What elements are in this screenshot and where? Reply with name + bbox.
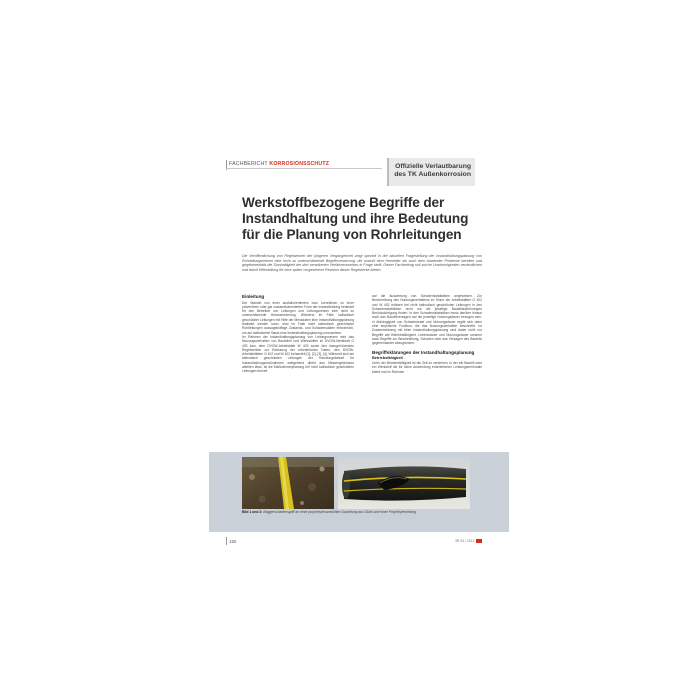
subheading-operability: Betriebsfähigkeit	[372, 356, 403, 361]
paragraph: auf die Auswertung von Schadensstatistiken angewiesen. Zur Beschreibung des Nutzungsverhaltens im Sinne der Arbeitsblätter G 402 und W 402 müssen bei nicht kathodisch geschützten Leitungen in den Schadensstatistiken nicht nur die jeweilige Bauteilausführungen Berücksichtigung finden. In den Schadensstatistiken muss darüber hinaus auch das Bauteilversagen auf die jeweilige Nutzungsdauer bezogen sein. In Abhängigkeit von Schadensrate und Nutzungsdauer ergibt sich dann eine empirische Funktion, die das Nutzungsverhalten beschreibt. Im Zusammenhang mit einer Instandhaltungsplanung sind daher nicht nur Begriffe wie Betriebsfähigkeit, Lebensdauer und Nutzungsdauer sondern auch Begriffe zur Beschreibung, Schaden oder das Versagen des Bauteils gegeneinander abzugrenzen.	[372, 294, 482, 346]
official-announcement-badge	[387, 158, 475, 186]
article-title	[242, 195, 492, 242]
paragraph: Unter der Betriebsfähigkeit ist die Zeit zu verstehen, in der ein Bauteil oder ein Werkstoff die für seine Anwendung erforderlichen Leistungsmerkmale bietet und im Rahmen	[372, 360, 482, 374]
figure-caption	[242, 510, 482, 514]
photo-excavation-trench	[242, 457, 334, 509]
page-number: 150	[229, 539, 237, 544]
caption-text: Baggerschadensgriff an einer polyethylenumhüllten Gasleitung aus Stahl und einer Polyethylenleitung	[263, 510, 417, 514]
paragraph: Im Rahmen der Instandhaltungsplanung von Leitungsnetzen wird das Nutzungsverhalten von Bauteilen und Werkstoffen im DVGW-Merkblatt G 403 bzw. dem DVGW-Arbeitsblatt W 403 sowie den dazugehörenden Regelwerken zur Erfassung der erforderlichen Daten, den DVGW-Arbeitsblättern G 402 und W 402 behandelt [1], [2], [3], [4]. Während sich bei kathodisch geschützten Leitungen der Handlungsbedarf für Instandhaltungsmaßnahmen weitgehend direkt aus Messergebnissen ableiten lässt, ist die Maßnahmenplanung bei nicht kathodisch geschützten Leitungen derzeit	[242, 334, 354, 374]
running-head-topic: KORROSIONSSCHUTZ	[269, 161, 330, 167]
article-lead: Die Veröffentlichung von Regelwerken der jüngeren Vergangenheit zeigt speziell in der aktuellen Fragestellung der Instandhaltungsplanung von Rohrleitungsnetzen eine nicht zu unterschätzende Begriffsverwirrung, die sowohl dem Hersteller als auch dem Anwender Probleme bereiten und gegebenenfalls die Sinnhaftigkeit der dort verankerten Verfahrensweisen in Frage stellt. Dieser Fachbeitrag soll solche Unstimmigkeiten verdeutlichen und damit Hilfestellung für eine später vorgesehene Revision dieser Regelwerke bieten.	[242, 254, 482, 272]
photo-damaged-pipe	[338, 457, 470, 509]
title-line-3: für die Planung von Rohrleitungen	[242, 226, 462, 242]
title-line-2: Instandhaltung und ihre Bedeutung	[242, 210, 469, 226]
section-heading-terms: Begriffsklärungen der Instandhaltungsplanung	[372, 349, 475, 355]
left-column	[242, 294, 354, 374]
paragraph: Der Wandel von einer ausfallorientierten bzw. korrektiven zu einer präventiven oder gar zustandsorientierten Form der Instandhaltung bedeutet für den Betreiber von Leitungen und Leitungsnetzen eine nicht zu unterschätzende Herausforderung. Während im Falle kathodisch geschützter Leitungen mit Hilfe der Messdaten eine Instandhaltungsplanung realisiert werden kann, sind im Falle nicht kathodisch geschützter Rohrleitungen aussagekräftige Zustands- und Schadensdaten erforderlich, um auf statistischer Basis eine Instandhaltungsplanung umzusetzen.	[242, 300, 354, 335]
caption-label: Bild 1 und 2:	[242, 510, 263, 514]
section-heading-introduction: Einleitung	[242, 294, 265, 299]
right-column	[372, 294, 482, 374]
footer-marker	[226, 537, 227, 545]
header-rule	[226, 168, 382, 169]
running-head-section: FACHBERICHT	[229, 161, 268, 167]
badge-line-1: Offizielle Verlautbarung	[395, 163, 471, 170]
running-head	[229, 161, 329, 167]
publisher-logo-icon	[476, 539, 482, 543]
issue-text: 3R 03 / 2012	[455, 539, 475, 543]
footer-issue	[455, 539, 482, 543]
badge-line-2: des TK Außenkorrosion	[394, 171, 471, 179]
title-line-1: Werkstoffbezogene Begriffe der	[242, 195, 445, 210]
